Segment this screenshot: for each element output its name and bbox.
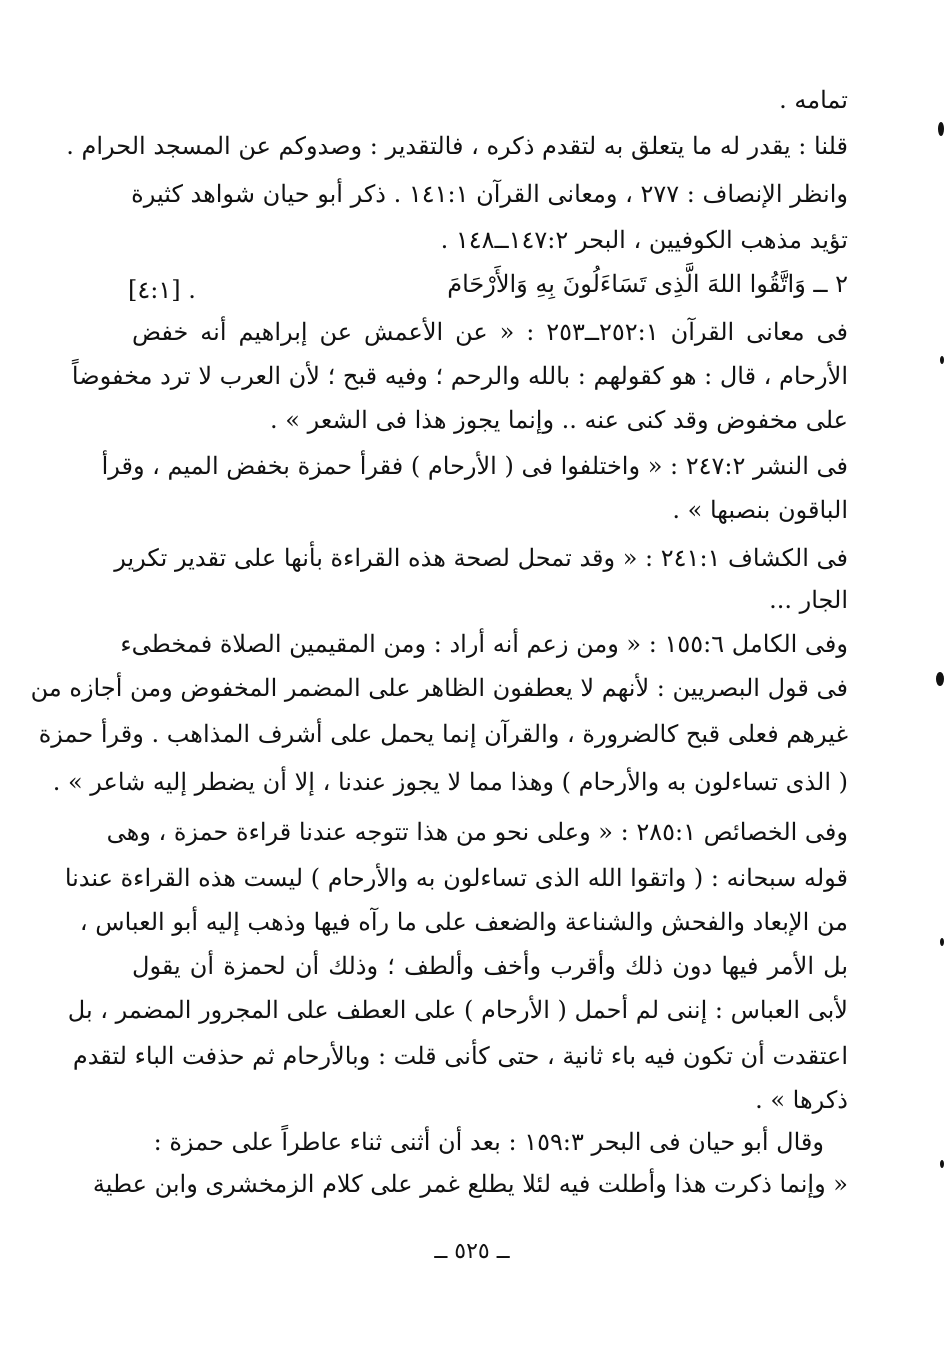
text-line: قلنا : يقدر له ما يتعلق به لتقدم ذكره ، فالتقدير : وصدوكم عن المسجد الحرام . [66,132,848,160]
text-line: الأرحام ، قال : هو كقولهم : بالله والرحم ؛ وفيه قبح ؛ لأن العرب لا ترد مخفوضاً [71,362,848,390]
text-line: قوله سبحانه : ( واتقوا الله الذى تساءلون به والأرحام ) ليست هذه القراءة عندنا [64,864,848,892]
scan-edge-mark [936,672,944,686]
text-line: وانظر الإنصاف : ٢٧٧ ، ومعانى القرآن ١٤١:١ . ذكر أبو حيان شواهد كثيرة [131,180,848,208]
text-line: فى النشر ٢٤٧:٢ : « واختلفوا فى ( الأرحام ) فقرأ حمزة بخفض الميم ، وقرأ [101,452,848,480]
scan-edge-mark [940,1160,944,1168]
scan-edge-mark [938,122,944,136]
verse-reference: [٤:١] . [128,276,196,304]
text-line: اعتقدت أن تكون فيه باء ثانية ، حتى كأنى قلت : وبالأرحام ثم حذفت الباء لتقدم [72,1042,848,1070]
text-line: وفى الخصائص ٢٨٥:١ : « وعلى نحو من هذا تتوجه عندنا قراءة حمزة ، وهى [106,818,848,846]
text-line: وفى الكامل ١٥٥:٦ : « ومن زعم أنه أراد : ومن المقيمين الصلاة فمخطىء [120,630,848,658]
text-line: وقال أبو حيان فى البحر ١٥٩:٣ : بعد أن أثنى ثناء عاطراً على حمزة : [153,1128,824,1156]
scan-edge-mark [940,356,944,364]
text-line: على مخفوض وقد كنى عنه .. وإنما يجوز هذا فى الشعر » . [270,406,848,434]
text-line: غيرهم فعلى قبح كالضرورة ، والقرآن إنما يحمل على أشرف المذاهب . وقرأ حمزة [38,720,848,748]
text-line: ( الذى تساءلون به والأرحام ) وهذا مما لا يجوز عندنا ، إلا أن يضطر إليه شاعر » . [52,768,848,796]
quran-verse: ٢ ــ وَاتَّقُوا اللهَ الَّذِى تَسَاءَلُونَ بِهِ وَالأَرْحَامَ [447,270,848,298]
text-line: « وإنما ذكرت هذا وأطلت فيه لئلا يطلع غمر على كلام الزمخشرى وابن عطية [92,1170,848,1198]
text-line: الجار ... [769,586,848,614]
text-line: لأبى العباس : إننى لم أحمل ( الأرحام ) على العطف على المجرور المضمر ، بل [67,996,848,1024]
text-line: الباقون بنصبها » . [672,496,848,524]
text-line: فى معانى القرآن ٢٥٢:١ــ٢٥٣ : « عن الأعمش عن إبراهيم أنه خفض [132,318,848,346]
text-line: فى الكشاف ٢٤١:١ : « وقد تمحل لصحة هذه القراءة بأنها على تقدير تكرير [114,544,848,572]
text-line: ذكرها » . [755,1086,848,1114]
text-line: بل الأمر فيها دون ذلك وأقرب وأخف وألطف ؛ وذلك أن لحمزة أن يقول [132,952,848,980]
page-number: ــ ٥٢٥ ــ [434,1239,510,1264]
scan-edge-mark [940,938,944,946]
text-line: فى قول البصريين : لأنهم لا يعطفون الظاهر على المضمر المخفوض ومن أجازه من [30,674,848,702]
text-line: تمامه . [779,86,848,114]
text-line: من الإبعاد والفحش والشناعة والضعف على ما رآه فيها وذهب إليه أبو العباس ، [79,908,848,936]
text-line: تؤيد مذهب الكوفيين ، البحر ١٤٧:٢ــ١٤٨ . [440,226,848,254]
